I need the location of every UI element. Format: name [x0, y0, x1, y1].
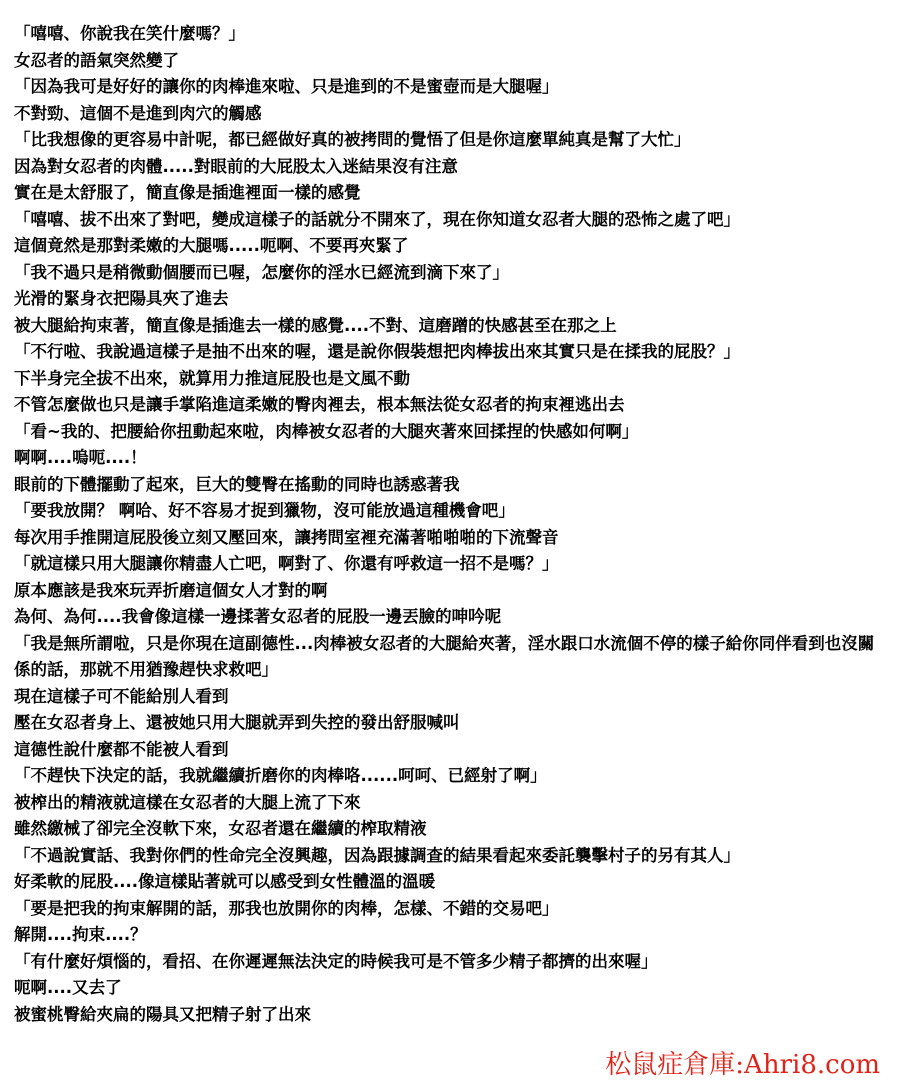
text-line: 這德性說什麼都不能被人看到	[14, 739, 229, 759]
text-line: 每次用手推開這屁股後立刻又壓回來，讓拷問室裡充滿著啪啪啪的下流聲音	[14, 527, 559, 547]
text-line: 「要是把我的拘束解開的話，那我也放開你的肉棒，怎樣、不錯的交易吧」	[14, 898, 559, 918]
text-line: 「看~我的、把腰給你扭動起來啦，肉棒被女忍者的大腿夾著來回揉捏的快感如何啊」	[14, 421, 639, 441]
text-line: 女忍者的語氣突然變了	[14, 50, 179, 70]
text-line: 原本應該是我來玩弄折磨這個女人才對的啊	[14, 580, 328, 600]
text-line: 這個竟然是那對柔嫩的大腿嗎.....呃啊、不要再夾緊了	[14, 236, 409, 255]
text-line: 光滑的緊身衣把陽具夾了進去	[14, 289, 229, 308]
text-line: 「我是無所謂啦，只是你現在這副德性...肉棒被女忍者的大腿給夾著，淫水跟口水流個不停的樣子給你同伴看到也沒關係的話，那就不用猶豫趕快求救吧」	[14, 633, 875, 679]
text-line: 「我不過只是稍微動個腰而已喔，怎麼你的淫水已經流到滴下來了」	[14, 262, 509, 282]
text-line: 「就這樣只用大腿讓你精盡人亡吧，啊對了、你還有呼救這一招不是嗎？」	[14, 554, 559, 573]
text-line: 雖然繳械了卻完全沒軟下來，女忍者還在繼續的榨取精液	[14, 819, 427, 838]
text-line: 現在這樣子可不能給別人看到	[14, 686, 229, 706]
text-line: 不對勁、這個不是進到肉穴的觸感	[14, 103, 262, 123]
text-line: 被榨出的精液就這樣在女忍者的大腿上流了下來	[14, 792, 361, 812]
text-line: 「不過說實話、我對你們的性命完全沒興趣，因為跟據調查的結果看起來委託襲擊村子的另有其人」	[14, 845, 740, 865]
text-line: 「有什麼好煩惱的，看招、在你遲遲無法決定的時候我可是不管多少精子都擠的出來喔」	[14, 951, 658, 971]
text-line: 為何、為何....我會像這樣一邊揉著女忍者的屁股一邊丟臉的呻吟呢	[14, 607, 502, 626]
text-line: 啊啊....嗚呃....！	[14, 448, 147, 467]
text-line: 好柔軟的屁股....像這樣貼著就可以感受到女性體溫的溫暖	[14, 872, 436, 891]
text-line: 呃啊....又去了	[14, 978, 122, 997]
text-line: 解開....拘束....？	[14, 925, 147, 944]
text-line: 實在是太舒服了，簡直像是插進裡面一樣的感覺	[14, 183, 361, 202]
text-line: 壓在女忍者身上、還被她只用大腿就弄到失控的發出舒服喊叫	[14, 713, 460, 732]
text-line: 被大腿給拘束著，簡直像是插進去一樣的感覺....不對、這磨蹭的快感甚至在那之上	[14, 315, 617, 335]
text-line: 被蜜桃臀給夾扁的陽具又把精子射了出來	[14, 1004, 311, 1024]
text-line: 「嘻嘻、你說我在笑什麼嗎？」	[14, 24, 245, 43]
text-line: 因為對女忍者的肉體.....對眼前的大屁股太入迷結果沒有注意	[14, 156, 458, 176]
text-line: 「不趕快下決定的話，我就繼續折磨你的肉棒咯......呵呵、已經射了啊」	[14, 766, 547, 785]
text-line: 「嘻嘻、拔不出來了對吧，變成這樣子的話就分不開來了，現在你知道女忍者大腿的恐怖之處了吧」	[14, 209, 740, 229]
text-line: 不管怎麼做也只是讓手掌陷進這柔嫩的臀肉裡去，根本無法從女忍者的拘束裡逃出去	[14, 395, 625, 414]
text-line: 「因為我可是好好的讓你的肉棒進來啦、只是進到的不是蜜壺而是大腿喔」	[14, 77, 559, 96]
site-watermark: 松鼠症倉庫:Ahri8.com	[605, 1050, 880, 1080]
text-line: 下半身完全拔不出來，就算用力推這屁股也是文風不動	[14, 368, 410, 388]
text-line: 「不行啦、我說過這樣子是抽不出來的喔，還是說你假裝想把肉棒拔出來其實只是在揉我的屁股？」	[14, 342, 740, 361]
text-line: 「比我想像的更容易中計呢，都已經做好真的被拷問的覺悟了但是你這麼單純真是幫了大忙」	[14, 130, 691, 149]
text-line: 眼前的下體擺動了起來，巨大的雙臀在搖動的同時也誘惑著我	[14, 474, 460, 494]
text-line: 「要我放開？ 啊哈、好不容易才捉到獵物，沒可能放過這種機會吧」	[14, 501, 515, 520]
